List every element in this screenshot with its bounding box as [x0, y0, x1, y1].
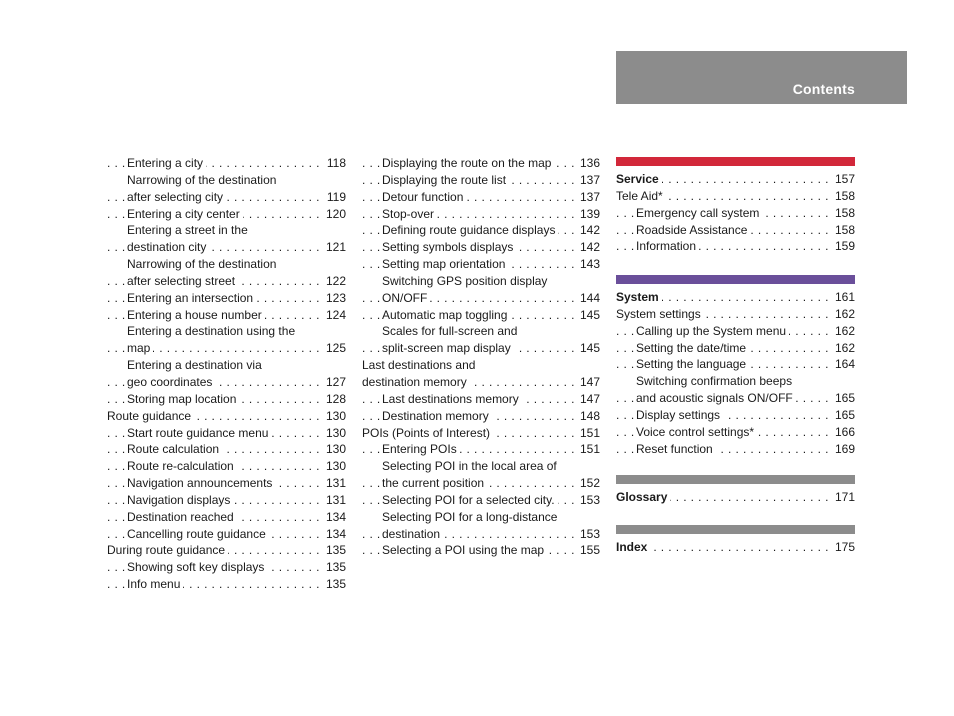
toc-entry-title: Storing map location: [127, 392, 239, 406]
toc-entry-title: Entering a house number: [127, 308, 265, 322]
toc-entry-title: Displaying the route list: [382, 173, 509, 187]
toc-entry-title: after selecting street: [127, 274, 238, 288]
toc-entry[interactable]: [107, 357, 346, 374]
toc-entry[interactable]: [616, 356, 855, 373]
section-system: [616, 275, 855, 457]
toc-entry[interactable]: [107, 408, 346, 425]
glossary-color-bar: [616, 475, 855, 484]
toc-entry[interactable]: [107, 374, 346, 391]
toc-entry-page-number: 136: [576, 155, 600, 172]
toc-entry-title: destination memory: [362, 375, 470, 389]
toc-entry-page-number: 148: [576, 408, 600, 425]
toc-entry-title: Navigation displays: [127, 493, 233, 507]
toc-entry[interactable]: [362, 425, 600, 442]
toc-entry-page-number: 171: [831, 489, 855, 506]
toc-entry-page-number: 175: [831, 539, 855, 556]
toc-entry[interactable]: [616, 238, 855, 255]
toc-entry[interactable]: [362, 307, 600, 324]
toc-entry[interactable]: [107, 441, 346, 458]
toc-entry-title: Info menu: [127, 577, 183, 591]
toc-entry-title: Switching confirmation beeps: [636, 374, 795, 388]
toc-entry-title: Voice control settings*: [636, 425, 757, 439]
toc-entry[interactable]: [107, 559, 346, 576]
toc-entry-title: POIs (Points of Interest): [362, 426, 493, 440]
toc-entry-page-number: 134: [322, 526, 346, 543]
toc-entry-page-number: 147: [576, 391, 600, 408]
toc-entry[interactable]: [362, 239, 600, 256]
toc-entry[interactable]: [616, 323, 855, 340]
toc-entry-title: Entering a destination via: [127, 358, 265, 372]
toc-entry-title: Selecting POI for a selected city.: [382, 493, 558, 507]
toc-entry-title: Navigation announcements: [127, 476, 275, 490]
toc-entry-page-number: 162: [831, 323, 855, 340]
toc-entry-title: Roadside Assistance: [636, 223, 750, 237]
toc-entry-title: Entering a destination using the: [127, 324, 298, 338]
toc-column-1: [107, 155, 346, 593]
section-index: [616, 525, 855, 556]
toc-entry[interactable]: [362, 408, 600, 425]
toc-entry-title: Detour function: [382, 190, 466, 204]
toc-entry[interactable]: [107, 307, 346, 324]
toc-entry[interactable]: [616, 188, 855, 205]
toc-entry-title: Displaying the route on the map: [382, 156, 554, 170]
toc-entry-page-number: 147: [576, 374, 600, 391]
toc-entry-page-number: 137: [576, 172, 600, 189]
toc-entry-page-number: 137: [576, 189, 600, 206]
toc-entry-title: Setting map orientation: [382, 257, 508, 271]
index-color-bar: [616, 525, 855, 534]
toc-entry-page-number: 145: [576, 307, 600, 324]
toc-entry-title: Destination memory: [382, 409, 492, 423]
toc-entry[interactable]: [616, 441, 855, 458]
toc-entry[interactable]: [616, 489, 855, 506]
toc-entry[interactable]: [107, 576, 346, 593]
service-color-bar: [616, 157, 855, 166]
toc-entry-title: Cancelling route guidance: [127, 527, 269, 541]
toc-entry-page-number: 153: [576, 526, 600, 543]
toc-entry[interactable]: [616, 390, 855, 407]
toc-entry-page-number: 135: [322, 542, 346, 559]
toc-entry[interactable]: [362, 374, 600, 391]
toc-entry[interactable]: [362, 172, 600, 189]
toc-entry-title: Selecting POI in the local area of: [382, 459, 560, 473]
toc-entry-page-number: 130: [322, 408, 346, 425]
toc-entry-title: Defining route guidance displays: [382, 223, 558, 237]
toc-entry-title: Stop-over: [382, 207, 437, 221]
toc-entry-title: destination: [382, 527, 443, 541]
toc-entry-page-number: 165: [831, 407, 855, 424]
toc-entry-title: Last destinations and: [362, 358, 478, 372]
toc-entry[interactable]: [616, 407, 855, 424]
toc-entry-page-number: 159: [831, 238, 855, 255]
toc-entry-page-number: 122: [322, 273, 346, 290]
toc-entry-title: Narrowing of the destination: [127, 257, 279, 271]
toc-entry-title: Service: [616, 172, 662, 186]
toc-entry-page-number: 125: [322, 340, 346, 357]
section-glossary: [616, 475, 855, 506]
toc-entry-title: Route calculation: [127, 442, 222, 456]
toc-entry-title: Route guidance: [107, 409, 194, 423]
toc-entry-page-number: 169: [831, 441, 855, 458]
toc-entry[interactable]: [616, 539, 855, 556]
toc-entry-page-number: 139: [576, 206, 600, 223]
toc-entry-title: Tele Aid*: [616, 189, 666, 203]
toc-entry-title: geo coordinates: [127, 375, 215, 389]
toc-entry-page-number: 131: [322, 492, 346, 509]
toc-entry-title: Setting symbols displays: [382, 240, 516, 254]
section-service: [616, 157, 855, 255]
toc-entry-page-number: 162: [831, 306, 855, 323]
toc-entry[interactable]: [107, 458, 346, 475]
toc-entry-title: the current position: [382, 476, 487, 490]
toc-entry-title: Setting the language: [636, 357, 749, 371]
toc-entry-page-number: 130: [322, 425, 346, 442]
toc-entry[interactable]: [107, 526, 346, 543]
toc-column-2: [362, 155, 600, 559]
toc-entry-page-number: 142: [576, 222, 600, 239]
toc-entry-title: Automatic map toggling: [382, 308, 510, 322]
toc-entry-page-number: 145: [576, 340, 600, 357]
toc-entry-title: Selecting POI for a long-distance: [382, 510, 560, 524]
toc-entry-page-number: 166: [831, 424, 855, 441]
toc-entry[interactable]: [362, 509, 600, 526]
toc-entry[interactable]: [616, 340, 855, 357]
toc-entry-title: Calling up the System menu: [636, 324, 789, 338]
toc-entry[interactable]: [362, 340, 600, 357]
toc-entry-page-number: 158: [831, 222, 855, 239]
toc-entry-title: Entering POIs: [382, 442, 460, 456]
toc-entry[interactable]: [616, 222, 855, 239]
toc-entry-page-number: 120: [322, 206, 346, 223]
toc-entry[interactable]: [362, 189, 600, 206]
toc-entry-page-number: 151: [576, 425, 600, 442]
toc-entry-page-number: 134: [322, 509, 346, 526]
toc-entry-page-number: 118: [323, 155, 346, 172]
toc-entry-title: Showing soft key displays: [127, 560, 267, 574]
toc-entry-title: Route re-calculation: [127, 459, 237, 473]
toc-entry-title: System: [616, 290, 662, 304]
toc-entry[interactable]: [362, 492, 600, 509]
toc-entry-page-number: 158: [831, 188, 855, 205]
contents-header-box: [616, 51, 907, 104]
toc-entry[interactable]: [362, 458, 600, 475]
toc-entry[interactable]: [107, 475, 346, 492]
toc-entry-title: Reset function: [636, 442, 716, 456]
toc-entry-title: Emergency call system: [636, 206, 762, 220]
toc-entry-title: Glossary: [616, 490, 670, 504]
toc-entry[interactable]: [107, 273, 346, 290]
toc-entry-title: Narrowing of the destination: [127, 173, 279, 187]
toc-entry-page-number: 131: [322, 475, 346, 492]
toc-entry-title: During route guidance: [107, 543, 228, 557]
toc-entry[interactable]: [362, 290, 600, 307]
toc-entry[interactable]: [107, 391, 346, 408]
toc-entry-title: Start route guidance menu: [127, 426, 271, 440]
toc-entry-title: split-screen map display: [382, 341, 514, 355]
toc-entry-page-number: 153: [576, 492, 600, 509]
toc-entry[interactable]: [107, 172, 346, 189]
toc-entry[interactable]: [107, 425, 346, 442]
toc-entry[interactable]: [362, 323, 600, 340]
toc-entry-page-number: 127: [322, 374, 346, 391]
toc-entry-title: Entering an intersection: [127, 291, 256, 305]
toc-entry-title: System settings: [616, 307, 704, 321]
toc-entry-title: Entering a city center: [127, 207, 243, 221]
toc-entry[interactable]: [107, 542, 346, 559]
toc-entry[interactable]: [362, 441, 600, 458]
toc-entry[interactable]: [107, 206, 346, 223]
toc-entry[interactable]: [107, 509, 346, 526]
toc-entry-title: Switching GPS position display: [382, 274, 550, 288]
toc-entry[interactable]: [362, 542, 600, 559]
toc-entry[interactable]: [362, 256, 600, 273]
toc-entry[interactable]: [362, 475, 600, 492]
toc-entry-page-number: 151: [576, 441, 600, 458]
toc-entry-page-number: 152: [576, 475, 600, 492]
toc-entry-page-number: 143: [576, 256, 600, 273]
toc-entry-title: Destination reached: [127, 510, 237, 524]
system-color-bar: [616, 275, 855, 284]
toc-entry-title: Scales for full-screen and: [382, 324, 520, 338]
toc-entry[interactable]: [362, 206, 600, 223]
toc-entry[interactable]: [107, 290, 346, 307]
toc-entry-title: after selecting city: [127, 190, 226, 204]
toc-entry-page-number: 119: [323, 189, 346, 206]
toc-entry-page-number: 124: [322, 307, 346, 324]
toc-entry-page-number: 130: [322, 458, 346, 475]
page-title: Contents: [792, 81, 855, 97]
toc-entry-title: Index: [616, 540, 650, 554]
toc-entry[interactable]: [616, 306, 855, 323]
toc-entry[interactable]: [362, 155, 600, 172]
toc-entry-page-number: 157: [831, 171, 855, 188]
toc-entry[interactable]: [107, 189, 346, 206]
toc-entry[interactable]: [616, 373, 855, 390]
toc-entry[interactable]: [362, 357, 600, 374]
toc-entry-title: Information: [636, 239, 699, 253]
toc-entry[interactable]: [107, 323, 346, 340]
toc-entry-title: Setting the date/time: [636, 341, 749, 355]
toc-entry-title: Last destinations memory: [382, 392, 522, 406]
toc-entry[interactable]: [362, 391, 600, 408]
toc-entry-page-number: 135: [322, 576, 346, 593]
toc-entry-title: map: [127, 341, 153, 355]
toc-entry-page-number: 161: [831, 289, 855, 306]
toc-entry-title: Entering a street in the: [127, 223, 251, 237]
toc-entry-title: destination city: [127, 240, 209, 254]
toc-entry-title: Selecting a POI using the map: [382, 543, 547, 557]
toc-entry[interactable]: [107, 155, 346, 172]
toc-entry-page-number: 123: [322, 290, 346, 307]
toc-entry[interactable]: [362, 273, 600, 290]
toc-entry-page-number: 164: [831, 356, 855, 373]
toc-entry-page-number: 144: [576, 290, 600, 307]
toc-entry-page-number: 130: [322, 441, 346, 458]
toc-entry-title: ON/OFF: [382, 291, 430, 305]
toc-entry-page-number: 142: [576, 239, 600, 256]
toc-entry-page-number: 128: [322, 391, 346, 408]
toc-entry-title: Entering a city: [127, 156, 206, 170]
toc-entry[interactable]: [107, 340, 346, 357]
toc-entry-page-number: 155: [576, 542, 600, 559]
toc-entry[interactable]: [616, 424, 855, 441]
toc-entry[interactable]: [362, 526, 600, 543]
toc-entry[interactable]: [616, 289, 855, 306]
toc-entry-page-number: 121: [322, 239, 346, 256]
toc-entry[interactable]: [107, 222, 346, 239]
toc-entry[interactable]: [107, 492, 346, 509]
toc-entry[interactable]: [362, 222, 600, 239]
toc-entry[interactable]: [616, 205, 855, 222]
toc-entry-page-number: 135: [322, 559, 346, 576]
toc-entry[interactable]: [107, 256, 346, 273]
toc-entry-page-number: 158: [831, 205, 855, 222]
toc-entry-page-number: 165: [831, 390, 855, 407]
toc-entry[interactable]: [107, 239, 346, 256]
toc-entry-title: and acoustic signals ON/OFF: [636, 391, 796, 405]
toc-entry-page-number: 162: [831, 340, 855, 357]
toc-entry-title: Display settings: [636, 408, 723, 422]
toc-entry[interactable]: [616, 171, 855, 188]
